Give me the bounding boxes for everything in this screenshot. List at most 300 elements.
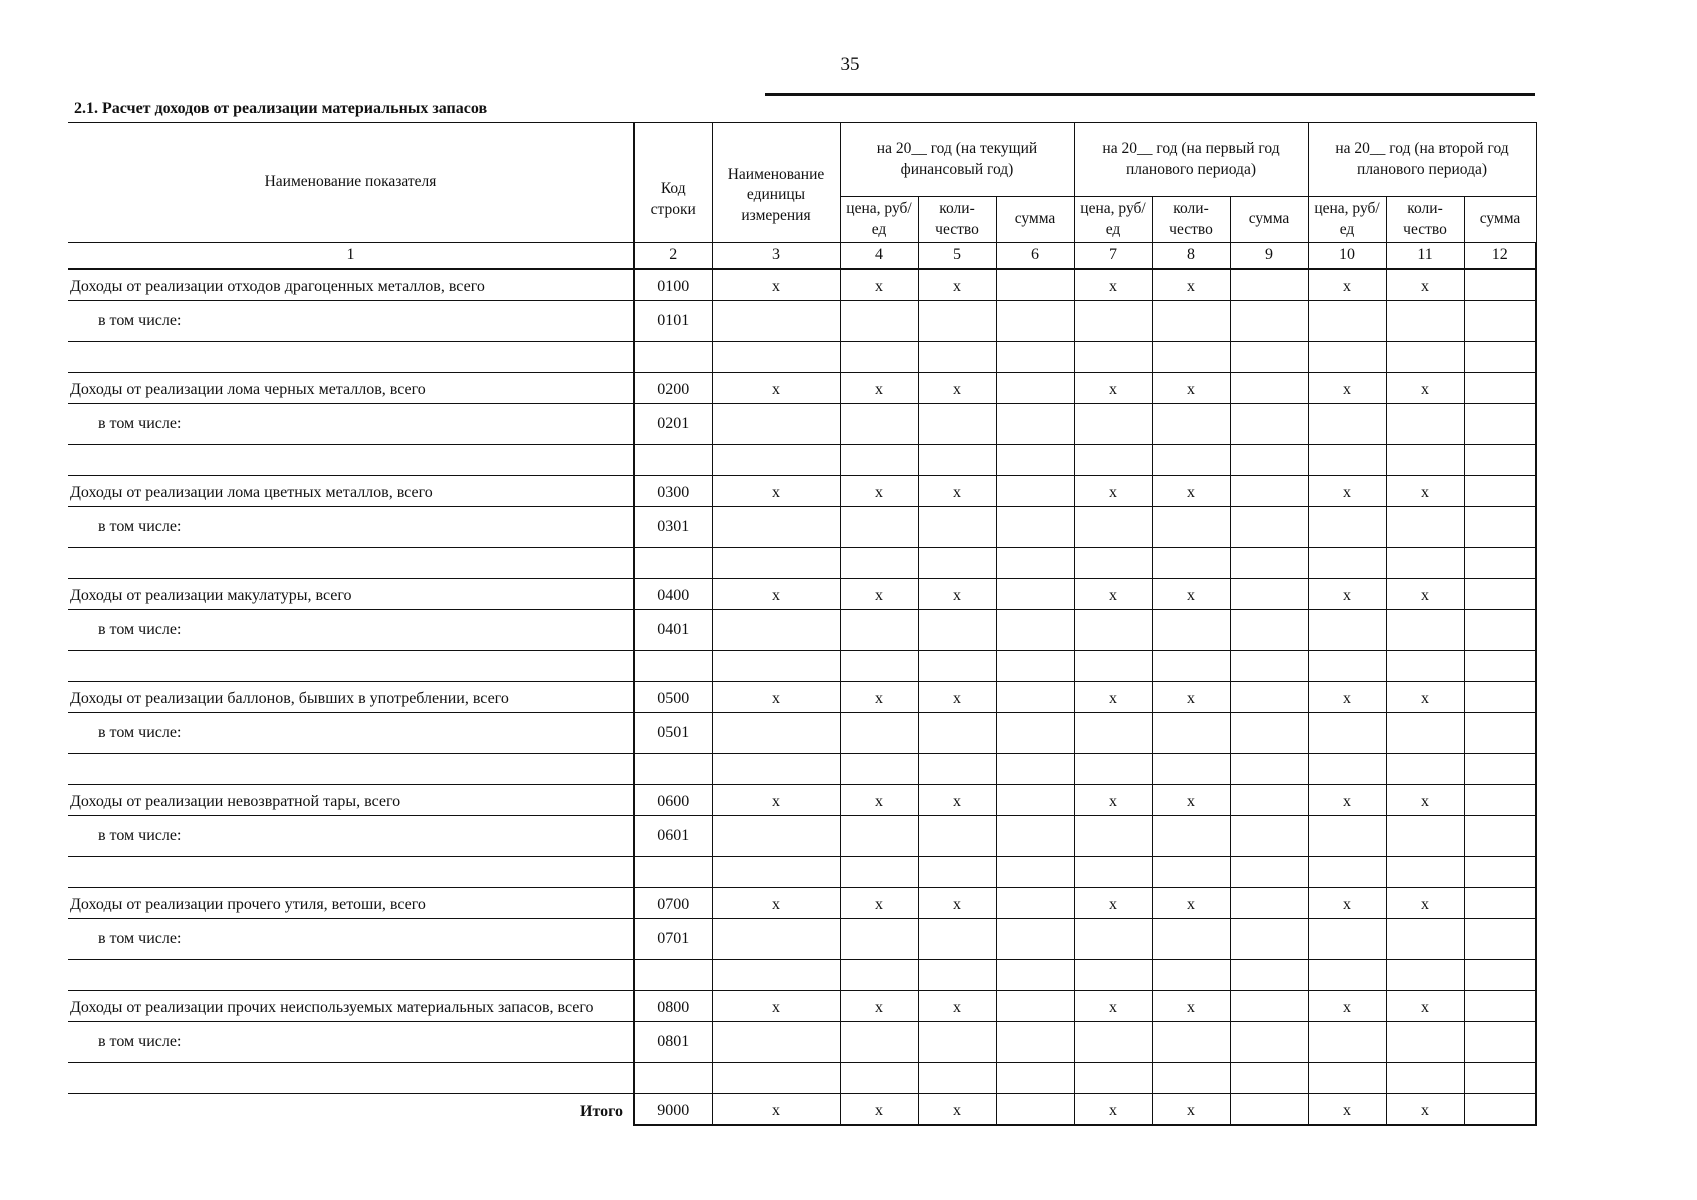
- empty-cell: [996, 816, 1074, 857]
- na-mark: x: [712, 373, 840, 404]
- sum-cell: [996, 888, 1074, 919]
- empty-cell: [840, 651, 918, 682]
- empty-cell: [1152, 610, 1230, 651]
- sub-row-code: 0301: [634, 507, 712, 548]
- empty-cell: [712, 816, 840, 857]
- na-mark: x: [918, 1094, 996, 1126]
- total-code: 9000: [634, 1094, 712, 1126]
- na-mark: x: [840, 991, 918, 1022]
- empty-cell: [918, 960, 996, 991]
- empty-cell: [1230, 507, 1308, 548]
- na-mark: x: [712, 888, 840, 919]
- header-code: Код строки: [634, 123, 712, 243]
- na-mark: x: [1074, 373, 1152, 404]
- empty-cell: [1386, 548, 1464, 579]
- header-group-second-plan-year: на 20__ год (на второй год планового периода): [1308, 123, 1536, 197]
- empty-cell: [1152, 445, 1230, 476]
- na-mark: x: [1308, 888, 1386, 919]
- empty-cell: [996, 713, 1074, 754]
- na-mark: x: [1386, 579, 1464, 610]
- empty-cell: [840, 754, 918, 785]
- empty-cell: [1386, 342, 1464, 373]
- empty-cell: [840, 445, 918, 476]
- empty-cell: [1386, 713, 1464, 754]
- table-row: [68, 713, 1536, 754]
- empty-cell: [840, 507, 918, 548]
- empty-cell: [634, 651, 712, 682]
- sub-row-code: 0401: [634, 610, 712, 651]
- empty-cell: [1074, 507, 1152, 548]
- na-mark: x: [1152, 1094, 1230, 1126]
- empty-cell: [1464, 857, 1536, 888]
- indicator-name: Доходы от реализации лома цветных металлов, всего: [68, 476, 634, 507]
- empty-cell: [712, 1063, 840, 1094]
- empty-cell: [712, 651, 840, 682]
- empty-cell: [1074, 1022, 1152, 1063]
- empty-cell: [1464, 1063, 1536, 1094]
- sub-label: в том числе:: [98, 929, 182, 947]
- empty-cell: [1464, 1022, 1536, 1063]
- empty-cell: [1074, 548, 1152, 579]
- column-number: 11: [1386, 243, 1464, 270]
- header-price: цена, руб/ед: [1074, 197, 1152, 243]
- sum-cell: [1230, 1094, 1308, 1126]
- table-row: [68, 888, 1536, 919]
- column-number: 10: [1308, 243, 1386, 270]
- sum-cell: [996, 1094, 1074, 1126]
- empty-cell: [68, 857, 634, 888]
- empty-cell: [1308, 1022, 1386, 1063]
- empty-cell: [996, 548, 1074, 579]
- empty-cell: [1386, 445, 1464, 476]
- column-number: 1: [68, 243, 634, 270]
- empty-cell: [840, 960, 918, 991]
- empty-cell: [1152, 919, 1230, 960]
- empty-cell: [1464, 610, 1536, 651]
- empty-cell: [996, 1022, 1074, 1063]
- empty-cell: [1464, 445, 1536, 476]
- na-mark: x: [712, 1094, 840, 1126]
- indicator-name: Доходы от реализации прочих неиспользуемых материальных запасов, всего: [68, 991, 634, 1022]
- column-number: 12: [1464, 243, 1536, 270]
- na-mark: x: [1386, 991, 1464, 1022]
- empty-cell: [1074, 857, 1152, 888]
- empty-cell: [1230, 342, 1308, 373]
- sub-label-cell: [68, 507, 634, 548]
- sum-cell: [996, 269, 1074, 301]
- empty-cell: [1230, 857, 1308, 888]
- empty-cell: [918, 919, 996, 960]
- header-price: цена, руб/ед: [1308, 197, 1386, 243]
- empty-cell: [1074, 445, 1152, 476]
- empty-cell: [1308, 507, 1386, 548]
- sub-label-cell: [68, 610, 634, 651]
- empty-cell: [1308, 548, 1386, 579]
- empty-cell: [1074, 301, 1152, 342]
- empty-cell: [1464, 754, 1536, 785]
- na-mark: x: [1386, 888, 1464, 919]
- column-number: 9: [1230, 243, 1308, 270]
- na-mark: x: [712, 785, 840, 816]
- table-row: [68, 651, 1536, 682]
- sum-cell: [1464, 1094, 1536, 1126]
- sum-cell: [1230, 476, 1308, 507]
- empty-cell: [1386, 507, 1464, 548]
- table-row: [68, 682, 1536, 713]
- empty-cell: [712, 960, 840, 991]
- empty-cell: [1074, 919, 1152, 960]
- na-mark: x: [1152, 269, 1230, 301]
- sub-label: в том числе:: [98, 826, 182, 844]
- sub-row-code: 0201: [634, 404, 712, 445]
- header-quantity: коли-чество: [1386, 197, 1464, 243]
- empty-cell: [712, 1022, 840, 1063]
- empty-cell: [68, 960, 634, 991]
- row-code: 0400: [634, 579, 712, 610]
- column-number: 6: [996, 243, 1074, 270]
- na-mark: x: [1074, 476, 1152, 507]
- empty-cell: [1152, 651, 1230, 682]
- table-row: [68, 579, 1536, 610]
- na-mark: x: [712, 579, 840, 610]
- empty-cell: [1230, 754, 1308, 785]
- empty-cell: [1386, 960, 1464, 991]
- empty-cell: [996, 404, 1074, 445]
- empty-cell: [68, 754, 634, 785]
- na-mark: x: [918, 476, 996, 507]
- empty-cell: [918, 445, 996, 476]
- empty-cell: [1308, 960, 1386, 991]
- empty-cell: [1308, 342, 1386, 373]
- empty-cell: [840, 404, 918, 445]
- table-row: [68, 1063, 1536, 1094]
- header-quantity: коли-чество: [1152, 197, 1230, 243]
- na-mark: x: [1308, 579, 1386, 610]
- empty-cell: [1152, 857, 1230, 888]
- na-mark: x: [1074, 785, 1152, 816]
- empty-cell: [1464, 507, 1536, 548]
- empty-cell: [996, 445, 1074, 476]
- empty-cell: [1386, 651, 1464, 682]
- empty-cell: [918, 857, 996, 888]
- empty-cell: [1152, 342, 1230, 373]
- empty-cell: [1386, 816, 1464, 857]
- table-row: [68, 476, 1536, 507]
- header-sum: сумма: [996, 197, 1074, 243]
- na-mark: x: [840, 888, 918, 919]
- na-mark: x: [1152, 579, 1230, 610]
- sum-cell: [1464, 476, 1536, 507]
- empty-cell: [840, 857, 918, 888]
- sub-row-code: 0601: [634, 816, 712, 857]
- na-mark: x: [1308, 476, 1386, 507]
- empty-cell: [918, 610, 996, 651]
- na-mark: x: [918, 888, 996, 919]
- table-row: [68, 548, 1536, 579]
- column-number: 2: [634, 243, 712, 270]
- na-mark: x: [1152, 373, 1230, 404]
- header-price: цена, руб/ед: [840, 197, 918, 243]
- income-table: [68, 122, 1537, 1126]
- empty-cell: [996, 301, 1074, 342]
- sum-cell: [1230, 269, 1308, 301]
- empty-cell: [1074, 816, 1152, 857]
- empty-cell: [68, 342, 634, 373]
- sum-cell: [1230, 682, 1308, 713]
- table-row: [68, 404, 1536, 445]
- empty-cell: [712, 404, 840, 445]
- empty-cell: [1308, 301, 1386, 342]
- sum-cell: [1230, 373, 1308, 404]
- empty-cell: [68, 651, 634, 682]
- empty-cell: [1386, 301, 1464, 342]
- header-sum: сумма: [1464, 197, 1536, 243]
- na-mark: x: [840, 476, 918, 507]
- sub-label-cell: [68, 713, 634, 754]
- empty-cell: [1074, 610, 1152, 651]
- na-mark: x: [918, 373, 996, 404]
- empty-cell: [1464, 342, 1536, 373]
- empty-cell: [918, 816, 996, 857]
- sum-cell: [996, 579, 1074, 610]
- empty-cell: [1152, 301, 1230, 342]
- empty-cell: [1152, 754, 1230, 785]
- empty-cell: [634, 342, 712, 373]
- empty-cell: [918, 754, 996, 785]
- sum-cell: [996, 785, 1074, 816]
- section-title: 2.1. Расчет доходов от реализации материальных запасов: [74, 100, 488, 117]
- sub-label-cell: [68, 919, 634, 960]
- empty-cell: [1152, 548, 1230, 579]
- empty-cell: [1308, 651, 1386, 682]
- empty-cell: [712, 548, 840, 579]
- na-mark: x: [1074, 888, 1152, 919]
- na-mark: x: [918, 269, 996, 301]
- empty-cell: [918, 507, 996, 548]
- na-mark: x: [1386, 269, 1464, 301]
- empty-cell: [918, 1022, 996, 1063]
- empty-cell: [1074, 342, 1152, 373]
- table-row: [68, 919, 1536, 960]
- header-indicator: Наименование показателя: [68, 123, 634, 243]
- sub-label: в том числе:: [98, 414, 182, 432]
- na-mark: x: [1074, 682, 1152, 713]
- table-row: [68, 991, 1536, 1022]
- table-row: [68, 269, 1536, 301]
- na-mark: x: [840, 682, 918, 713]
- column-number: 8: [1152, 243, 1230, 270]
- empty-cell: [840, 342, 918, 373]
- column-number: 3: [712, 243, 840, 270]
- sub-row-code: 0501: [634, 713, 712, 754]
- sum-cell: [1464, 579, 1536, 610]
- empty-cell: [712, 445, 840, 476]
- empty-cell: [712, 713, 840, 754]
- na-mark: x: [840, 373, 918, 404]
- empty-cell: [634, 445, 712, 476]
- empty-cell: [1074, 754, 1152, 785]
- header-unit: Наименование единицы измерения: [712, 123, 840, 243]
- empty-cell: [840, 713, 918, 754]
- row-code: 0300: [634, 476, 712, 507]
- empty-cell: [840, 816, 918, 857]
- sub-label: в том числе:: [98, 311, 182, 329]
- sum-cell: [1464, 269, 1536, 301]
- header-quantity: коли-чество: [918, 197, 996, 243]
- empty-cell: [1308, 1063, 1386, 1094]
- empty-cell: [1230, 548, 1308, 579]
- table-row: [68, 754, 1536, 785]
- empty-cell: [1230, 1063, 1308, 1094]
- na-mark: x: [840, 1094, 918, 1126]
- row-code: 0700: [634, 888, 712, 919]
- empty-cell: [1074, 651, 1152, 682]
- empty-cell: [1464, 960, 1536, 991]
- empty-cell: [996, 1063, 1074, 1094]
- empty-cell: [996, 651, 1074, 682]
- column-number-row: [68, 243, 1536, 270]
- empty-cell: [1152, 1063, 1230, 1094]
- sum-cell: [1230, 579, 1308, 610]
- empty-cell: [996, 857, 1074, 888]
- indicator-name: Доходы от реализации лома черных металлов, всего: [68, 373, 634, 404]
- table-row: [68, 373, 1536, 404]
- empty-cell: [918, 713, 996, 754]
- indicator-name: Доходы от реализации прочего утиля, ветоши, всего: [68, 888, 634, 919]
- empty-cell: [1152, 507, 1230, 548]
- empty-cell: [840, 548, 918, 579]
- sum-cell: [1464, 785, 1536, 816]
- na-mark: x: [1152, 682, 1230, 713]
- sum-cell: [1230, 991, 1308, 1022]
- na-mark: x: [918, 785, 996, 816]
- na-mark: x: [1308, 1094, 1386, 1126]
- empty-cell: [1464, 548, 1536, 579]
- empty-cell: [712, 342, 840, 373]
- na-mark: x: [1074, 991, 1152, 1022]
- empty-cell: [1074, 713, 1152, 754]
- na-mark: x: [918, 579, 996, 610]
- table-row: [68, 507, 1536, 548]
- sub-row-code: 0101: [634, 301, 712, 342]
- na-mark: x: [1308, 269, 1386, 301]
- total-row: [68, 1094, 1536, 1126]
- sub-label-cell: [68, 301, 634, 342]
- empty-cell: [840, 610, 918, 651]
- na-mark: x: [840, 269, 918, 301]
- empty-cell: [918, 651, 996, 682]
- sub-label: в том числе:: [98, 723, 182, 741]
- empty-cell: [1230, 301, 1308, 342]
- na-mark: x: [1386, 1094, 1464, 1126]
- empty-cell: [918, 548, 996, 579]
- empty-cell: [1308, 857, 1386, 888]
- row-code: 0800: [634, 991, 712, 1022]
- column-number: 4: [840, 243, 918, 270]
- empty-cell: [1308, 754, 1386, 785]
- empty-cell: [1308, 919, 1386, 960]
- empty-cell: [1230, 960, 1308, 991]
- empty-cell: [68, 548, 634, 579]
- empty-cell: [996, 610, 1074, 651]
- empty-cell: [1230, 713, 1308, 754]
- na-mark: x: [1308, 373, 1386, 404]
- sub-row-code: 0701: [634, 919, 712, 960]
- sum-cell: [1230, 888, 1308, 919]
- table-row: [68, 445, 1536, 476]
- empty-cell: [1464, 404, 1536, 445]
- na-mark: x: [1074, 1094, 1152, 1126]
- empty-cell: [1152, 713, 1230, 754]
- empty-cell: [1464, 651, 1536, 682]
- empty-cell: [1386, 404, 1464, 445]
- table-row: [68, 1022, 1536, 1063]
- na-mark: x: [1152, 991, 1230, 1022]
- na-mark: x: [1308, 682, 1386, 713]
- empty-cell: [1386, 1022, 1464, 1063]
- empty-cell: [1464, 816, 1536, 857]
- empty-cell: [996, 754, 1074, 785]
- header-group-first-plan-year: на 20__ год (на первый год планового периода): [1074, 123, 1308, 197]
- sum-cell: [1464, 373, 1536, 404]
- na-mark: x: [840, 785, 918, 816]
- empty-cell: [712, 857, 840, 888]
- empty-cell: [712, 301, 840, 342]
- empty-cell: [712, 919, 840, 960]
- empty-cell: [1230, 919, 1308, 960]
- table-row: [68, 342, 1536, 373]
- empty-cell: [996, 507, 1074, 548]
- empty-cell: [918, 301, 996, 342]
- header-group-current-year: на 20__ год (на текущий финансовый год): [840, 123, 1074, 197]
- row-code: 0200: [634, 373, 712, 404]
- na-mark: x: [1152, 476, 1230, 507]
- table-row: [68, 610, 1536, 651]
- column-number: 5: [918, 243, 996, 270]
- na-mark: x: [1152, 888, 1230, 919]
- empty-cell: [918, 1063, 996, 1094]
- na-mark: x: [1386, 682, 1464, 713]
- empty-cell: [1152, 960, 1230, 991]
- empty-cell: [918, 404, 996, 445]
- sum-cell: [996, 373, 1074, 404]
- empty-cell: [1386, 857, 1464, 888]
- na-mark: x: [1152, 785, 1230, 816]
- na-mark: x: [712, 269, 840, 301]
- indicator-name: Доходы от реализации отходов драгоценных металлов, всего: [68, 269, 634, 301]
- empty-cell: [1074, 1063, 1152, 1094]
- empty-cell: [634, 857, 712, 888]
- empty-cell: [712, 754, 840, 785]
- empty-cell: [1386, 919, 1464, 960]
- empty-cell: [1230, 404, 1308, 445]
- table-row: [68, 816, 1536, 857]
- empty-cell: [712, 507, 840, 548]
- sum-cell: [1230, 785, 1308, 816]
- empty-cell: [840, 301, 918, 342]
- sub-label: в том числе:: [98, 620, 182, 638]
- na-mark: x: [1074, 579, 1152, 610]
- sum-cell: [1464, 888, 1536, 919]
- empty-cell: [1152, 1022, 1230, 1063]
- table-row: [68, 301, 1536, 342]
- na-mark: x: [918, 682, 996, 713]
- row-code: 0500: [634, 682, 712, 713]
- empty-cell: [918, 342, 996, 373]
- na-mark: x: [1386, 785, 1464, 816]
- empty-cell: [840, 1022, 918, 1063]
- na-mark: x: [1308, 991, 1386, 1022]
